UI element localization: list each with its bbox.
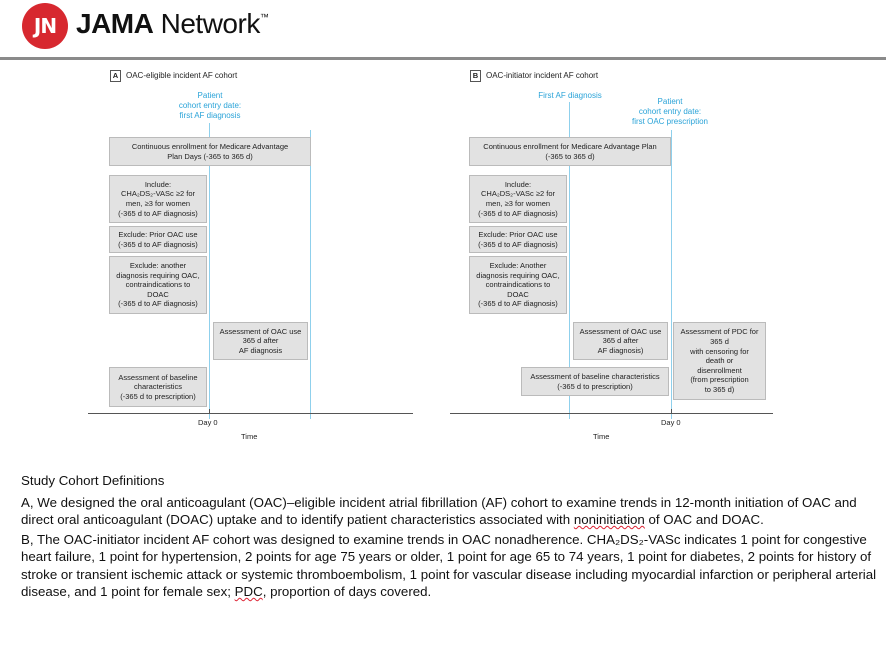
panel-b-exclude-other-box (469, 256, 567, 314)
caption-a-flagged-word: noninitiation (573, 512, 645, 527)
panel-b-baseline-box (521, 367, 669, 396)
panel-a-baseline-box (109, 367, 207, 407)
panel-a-exclude-prior-text: Exclude: Prior OAC use (-365 d to AF diagnosis) (118, 229, 198, 249)
panel-a-assess-oac-box (213, 322, 308, 360)
panel-b-day0-tick (671, 409, 672, 414)
panel-a-baseline-text: Assessment of baseline characteristics (-365 d to prescription) (118, 372, 198, 401)
panel-b-assess-pdc-text: Assessment of PDC for 365 d with censoring for death or disenrollment (from prescription to 365 d) (680, 327, 759, 394)
panel-b-exclude-prior-box (469, 226, 567, 253)
jama-network-logo[interactable]: JN (22, 3, 68, 49)
panel-b-time-axis (450, 413, 773, 414)
panel-b-enrollment-box (469, 137, 671, 166)
brand-rest: Network (153, 8, 260, 39)
panel-a-exclude-prior-box (109, 226, 207, 253)
panel-b-first-af-label: First AF diagnosis (538, 91, 602, 100)
panel-a-include-box (109, 175, 207, 223)
panel-b-title (470, 70, 598, 82)
panel-b-assess-oac-text: Assessment of OAC use 365 d after AF diagnosis) (579, 326, 662, 355)
panel-a-exclude-other-box (109, 256, 207, 314)
panel-a-time-label: Time (241, 432, 258, 441)
caption-a-pre: A, We designed the oral anticoagulant (OAC)–eligible incident atrial fibrillation (AF) cohort to examine trends in 12-month initiation of OAC and direct oral anticoagulant (DOAC) uptake and to identify patient characteristics associated with (21, 494, 857, 527)
caption-a-post: of OAC and DOAC. (644, 512, 764, 527)
cohort-diagram (0, 60, 886, 460)
panel-b-day0-label: Day 0 (661, 418, 681, 427)
panel-b-assess-pdc-box (673, 322, 766, 400)
brand-name[interactable] (76, 8, 268, 40)
panel-a-exclude-other-text: Exclude: another diagnosis requiring OAC, contraindications to DOAC (-365 d to AF diagnosis) (116, 261, 200, 309)
panel-a-title-text: OAC-eligible incident AF cohort (126, 71, 238, 80)
panel-a-enrollment-box (109, 137, 311, 166)
panel-a-day365-line (310, 130, 311, 419)
panel-b-baseline-text: Assessment of baseline characteristics (-365 d to prescription) (530, 371, 660, 391)
panel-b-exclude-prior-text: Exclude: Prior OAC use (-365 d to AF diagnosis) (478, 229, 558, 249)
panel-b-assess-oac-box (573, 322, 668, 360)
figure-caption (21, 472, 881, 603)
caption-b-post: , proportion of days covered. (262, 584, 432, 599)
caption-title: Study Cohort Definitions (21, 473, 165, 488)
panel-b-title-text: OAC-initiator incident AF cohort (486, 71, 599, 80)
panel-b-day0-line (671, 130, 672, 419)
panel-a-day0-tick (209, 409, 210, 414)
caption-b-flagged-word: PDC (234, 584, 263, 599)
panel-a-include-text: Include: CHA₂DS₂-VASc ≥2 for men, ≥3 for women (-365 d to AF diagnosis) (118, 179, 198, 218)
caption-paragraph-a (21, 494, 881, 529)
panel-b-exclude-other-text: Exclude: Another diagnosis requiring OAC, contraindications to DOAC (-365 d to AF diagnosis) (476, 261, 560, 309)
panel-a-assess-oac-text: Assessment of OAC use 365 d after AF diagnosis (219, 326, 302, 355)
panel-a-day0-line (209, 123, 210, 419)
panel-b-time-label: Time (593, 432, 610, 441)
panel-b-include-text: Include: CHA₂DS₂-VASc ≥2 for men, ≥3 for women (-365 d to AF diagnosis) (478, 179, 558, 218)
brand-bold: JAMA (76, 8, 154, 39)
panel-a-title (110, 70, 237, 82)
panel-a-letter: A (110, 70, 121, 82)
brand-trademark: ™ (259, 12, 269, 22)
caption-b-pre: B, The OAC-initiator incident AF cohort was designed to examine trends in OAC nonadherence. CHA₂DS₂-VASc indicates 1 point for congestive heart failure, 1 point for hypertension, 2 points for age 75 years or older, 1 point for age 65 to 74 years, 1 point for diabetes, 2 points for history of stroke or transient ischemic attack or systemic thromboembolism, 1 point for vascular disease including myocardial infarction or peripheral arterial disease, and 1 point for female sex; (21, 531, 877, 599)
panel-a-enrollment-text: Continuous enrollment for Medicare Advantage Plan Days (-365 to 365 d) (131, 141, 289, 161)
panel-a-day0-label: Day 0 (198, 418, 218, 427)
site-header (0, 0, 886, 57)
panel-b-enrollment-text: Continuous enrollment for Medicare Advantage Plan (-365 to 365 d) (483, 141, 657, 161)
panel-b-include-box (469, 175, 567, 223)
panel-b-letter: B (470, 70, 481, 82)
panel-a-time-axis (88, 413, 413, 414)
caption-paragraph-b (21, 531, 881, 601)
panel-b-entry-label: Patient cohort entry date: first OAC prescription (631, 97, 709, 126)
panel-a-entry-label: Patient cohort entry date: first AF diagnosis (178, 91, 242, 120)
